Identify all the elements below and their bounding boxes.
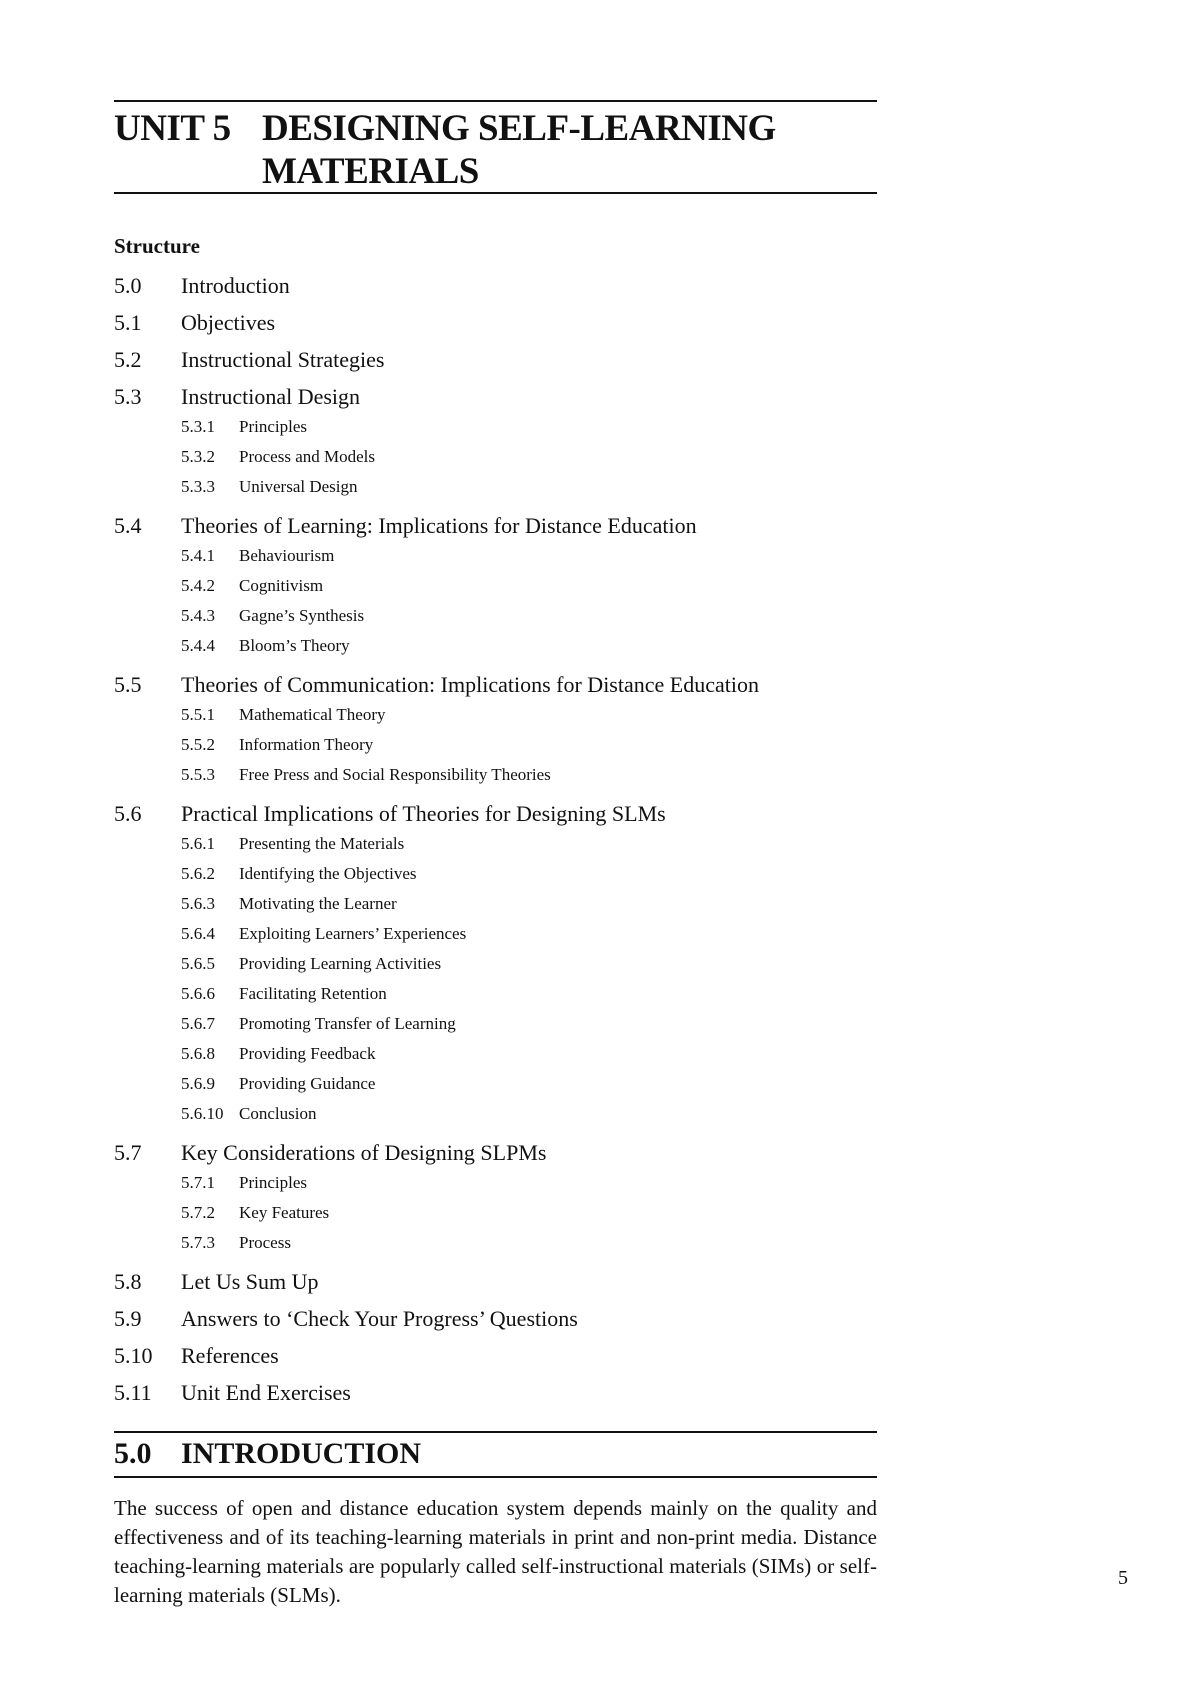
toc-entry xyxy=(114,1305,578,1333)
toc-subentry-number: 5.7.3 xyxy=(181,1233,215,1252)
toc-subentry-title: Gagne’s Synthesis xyxy=(239,606,365,625)
toc-subentry xyxy=(181,923,466,945)
toc-entry xyxy=(114,1139,546,1167)
toc-subentry xyxy=(181,1043,375,1065)
toc-subentry-title: Information Theory xyxy=(239,735,374,754)
toc-subentry-number: 5.6.10 xyxy=(181,1104,224,1123)
toc-entry-number: 5.2 xyxy=(114,347,142,372)
toc-subentry-number: 5.6.9 xyxy=(181,1074,215,1093)
toc-entry-title: Key Considerations of Designing SLPMs xyxy=(181,1140,547,1165)
toc-subentry-title: Providing Guidance xyxy=(239,1074,376,1093)
toc-entry-title: Introduction xyxy=(181,273,290,298)
toc-entry xyxy=(114,512,697,540)
toc-subentry-number: 5.4.4 xyxy=(181,636,215,655)
toc-entry-title: Unit End Exercises xyxy=(181,1380,351,1405)
toc-entry-number: 5.5 xyxy=(114,672,142,697)
toc-entry-number: 5.9 xyxy=(114,1306,142,1331)
toc-subentry xyxy=(181,446,375,468)
toc-subentry xyxy=(181,545,334,567)
toc-subentry-title: Promoting Transfer of Learning xyxy=(239,1014,456,1033)
toc-entry xyxy=(114,1379,351,1407)
toc-subentry xyxy=(181,704,386,726)
toc-entry-number: 5.6 xyxy=(114,801,142,826)
toc-subentry-number: 5.7.1 xyxy=(181,1173,215,1192)
introduction-heading xyxy=(114,1431,877,1479)
toc-entry xyxy=(114,383,360,411)
toc-entry-number: 5.3 xyxy=(114,384,142,409)
toc-subentry-number: 5.5.1 xyxy=(181,705,215,724)
intro-section-title: INTRODUCTION xyxy=(181,1437,422,1470)
toc-entry-number: 5.10 xyxy=(114,1343,153,1368)
toc-subentry-title: Presenting the Materials xyxy=(239,834,405,853)
intro-paragraph: The success of open and distance education system depends mainly on the quality and effectiveness and of its teaching-learning materials in print and non-print media. Distance teaching-learning materials are popularly called self-instructional materials (SIMs) or self-learning materials (SLMs). xyxy=(114,1496,877,1607)
toc-subentry-title: Principles xyxy=(239,417,307,436)
toc-entry-title: Theories of Communication: Implications for Distance Education xyxy=(181,672,759,697)
toc-subentry-number: 5.6.4 xyxy=(181,924,215,943)
toc-subentry-number: 5.5.3 xyxy=(181,765,215,784)
toc-subentry-title: Facilitating Retention xyxy=(239,984,387,1003)
toc-subentry xyxy=(181,764,551,786)
toc-entry-number: 5.8 xyxy=(114,1269,142,1294)
toc-subentry xyxy=(181,953,441,975)
toc-subentry-title: Identifying the Objectives xyxy=(239,864,417,883)
toc-subentry xyxy=(181,416,307,438)
toc-entry xyxy=(114,1268,319,1296)
toc-subentry-title: Principles xyxy=(239,1173,307,1192)
toc-subentry xyxy=(181,1073,375,1095)
toc-subentry-title: Providing Feedback xyxy=(239,1044,376,1063)
toc-entry xyxy=(114,800,666,828)
toc-entry-number: 5.0 xyxy=(114,273,142,298)
toc-subentry xyxy=(181,833,404,855)
toc-subentry xyxy=(181,1232,291,1254)
toc-subentry-title: Key Features xyxy=(239,1203,330,1222)
toc-subentry-number: 5.6.6 xyxy=(181,984,215,1003)
toc-entry-title: Objectives xyxy=(181,310,276,335)
toc-subentry-number: 5.3.2 xyxy=(181,447,215,466)
toc-subentry-title: Universal Design xyxy=(239,477,358,496)
heading-bottom-rule xyxy=(114,192,877,194)
toc-entry-title: Let Us Sum Up xyxy=(181,1269,319,1294)
toc-subentry-number: 5.6.8 xyxy=(181,1044,215,1063)
toc-subentry xyxy=(181,1202,329,1224)
toc-entry xyxy=(114,309,275,337)
toc-subentry-title: Providing Learning Activities xyxy=(239,954,442,973)
unit-heading xyxy=(114,100,877,196)
toc-entry-title: Answers to ‘Check Your Progress’ Questions xyxy=(181,1306,578,1331)
intro-section-number: 5.0 xyxy=(114,1437,152,1470)
unit-label: UNIT 5 xyxy=(114,108,231,149)
toc-subentry xyxy=(181,863,417,885)
toc-subentry xyxy=(181,605,364,627)
toc-subentry-title: Bloom’s Theory xyxy=(239,636,350,655)
toc-entry xyxy=(114,346,384,374)
toc-subentry xyxy=(181,893,397,915)
toc-subentry-title: Cognitivism xyxy=(239,576,324,595)
toc-subentry-title: Conclusion xyxy=(239,1104,317,1123)
toc-subentry-number: 5.6.1 xyxy=(181,834,215,853)
toc-entry-number: 5.1 xyxy=(114,310,142,335)
toc-subentry-number: 5.4.2 xyxy=(181,576,215,595)
toc-entry-number: 5.7 xyxy=(114,1140,142,1165)
toc-subentry-title: Mathematical Theory xyxy=(239,705,386,724)
toc-subentry xyxy=(181,1103,316,1125)
structure-label: Structure xyxy=(114,234,200,258)
toc-subentry-number: 5.6.2 xyxy=(181,864,215,883)
intro-bottom-rule xyxy=(114,1476,877,1478)
toc-subentry-number: 5.6.5 xyxy=(181,954,215,973)
unit-title-line-2: MATERIALS xyxy=(262,151,479,192)
toc-subentry xyxy=(181,635,350,657)
toc-subentry-title: Process xyxy=(239,1233,291,1252)
toc-entry-title: Instructional Strategies xyxy=(181,347,385,372)
toc-entry-title: References xyxy=(181,1343,279,1368)
toc-subentry-number: 5.6.3 xyxy=(181,894,215,913)
toc-subentry-number: 5.7.2 xyxy=(181,1203,215,1222)
toc-subentry-number: 5.6.7 xyxy=(181,1014,215,1033)
toc-subentry xyxy=(181,983,387,1005)
unit-title-line-1: DESIGNING SELF-LEARNING xyxy=(262,108,776,149)
toc-subentry-title: Process and Models xyxy=(239,447,375,466)
toc-subentry xyxy=(181,575,323,597)
toc-subentry-title: Behaviourism xyxy=(239,546,335,565)
toc-entry-number: 5.4 xyxy=(114,513,142,538)
toc-subentry-number: 5.3.1 xyxy=(181,417,215,436)
toc-subentry-number: 5.4.1 xyxy=(181,546,215,565)
toc-subentry xyxy=(181,1172,307,1194)
toc-subentry-title: Motivating the Learner xyxy=(239,894,397,913)
toc-subentry-number: 5.3.3 xyxy=(181,477,215,496)
toc-subentry xyxy=(181,1013,456,1035)
toc-subentry-title: Free Press and Social Responsibility Theories xyxy=(239,765,551,784)
toc-subentry xyxy=(181,734,373,756)
toc-subentry-number: 5.5.2 xyxy=(181,735,215,754)
intro-top-rule xyxy=(114,1431,877,1433)
toc-entry xyxy=(114,671,759,699)
toc-entry-title: Instructional Design xyxy=(181,384,361,409)
toc-entry-title: Theories of Learning: Implications for Distance Education xyxy=(181,513,697,538)
toc-entry-title: Practical Implications of Theories for Designing SLMs xyxy=(181,801,666,826)
toc-entry xyxy=(114,1342,279,1370)
toc-subentry-number: 5.4.3 xyxy=(181,606,215,625)
toc-entry xyxy=(114,272,290,300)
toc-subentry-title: Exploiting Learners’ Experiences xyxy=(239,924,467,943)
page-number: 5 xyxy=(1118,1567,1128,1589)
toc-subentry xyxy=(181,476,358,498)
heading-top-rule xyxy=(114,100,877,102)
toc-entry-number: 5.11 xyxy=(114,1380,152,1405)
